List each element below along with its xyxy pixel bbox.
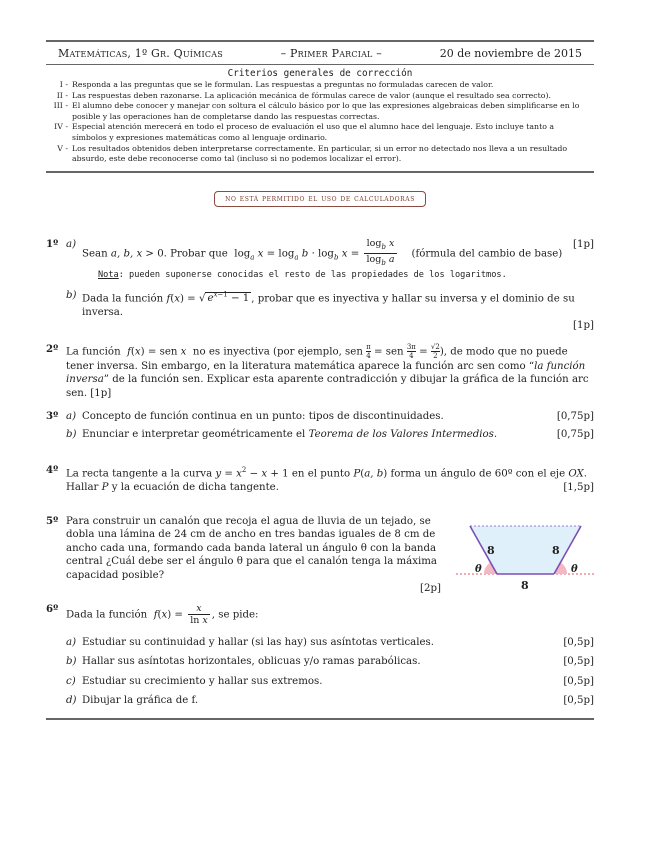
question-2 [46, 343, 594, 400]
criteria-item [46, 80, 594, 91]
question-number: 1º [46, 238, 59, 250]
question-number: 4º [46, 464, 59, 476]
item-text: Dibujar la gráfica de f. [82, 695, 199, 707]
q1b-statement: Dada la función f(x) = √ $e^{x-1} - 1$ , probar que es inyectiva y hallar su inversa y el dominio de su inversa. [1p] [82, 291, 594, 332]
question-4 [46, 464, 594, 494]
criteria-text: Responda a las preguntas que se le formulan. Las respuestas a preguntas no formuladas carecen de valor. [72, 80, 494, 89]
frac-num: x [196, 603, 202, 614]
item-label: b) [66, 290, 77, 301]
q5-statement [66, 515, 441, 595]
question-6d [66, 694, 594, 707]
item-label: d) [66, 695, 77, 707]
criteria-list [46, 80, 594, 165]
criteria-num: III - [53, 101, 68, 111]
notice-wrap [46, 186, 594, 207]
q1a-note: (fórmula del cambio de base) [411, 248, 563, 260]
q1a-statement: Sean a, b, x > 0. Probar que $\log_a x = \log_a b \cdot \log_b x$ = $\frac{\log_b x}{\log_b a}$ (fórmula del cambio de base) [82, 238, 563, 267]
q2-statement: La función f(x) = sen x no es inyectiva (por ejemplo, sen $\frac{\pi}{4}$ = sen $\frac{3\pi}{4}$ = $\frac{√2}{2}$), de modo que no puede tener inversa. Sin embargo, en la literatura matemática aparece la función arc sen como “la función inversa” de la función sen. Explicar esta aparente contradicción y dibujar la gráfica de la función arc sen. [1p] [66, 343, 589, 399]
criteria-num: II - [56, 90, 68, 100]
item-text: Enunciar e interpretar geométricamente el [82, 429, 309, 441]
item-label: c) [66, 675, 76, 687]
points: [0,5p] [563, 675, 594, 687]
criteria-text: Las respuestas deben razonarse. La aplicación mecánica de fórmulas carece de valor (aunque el resultado sea correcto). [72, 90, 552, 100]
item-label: b) [66, 656, 77, 668]
criteria-item [46, 122, 594, 143]
question-6 [46, 603, 594, 626]
item-text: Estudiar su continuidad y hallar (si las hay) sus asíntotas verticales. [82, 637, 435, 648]
item-text: Concepto de función continua en un punto: tipos de discontinuidades. [82, 411, 444, 422]
q1a-footnote [98, 269, 594, 282]
item-label: a) [66, 411, 77, 422]
question-6a [66, 636, 594, 649]
item-text-end: . [493, 429, 498, 441]
question-6b [66, 655, 594, 668]
criteria-item [46, 144, 594, 165]
points: [2p] [420, 583, 441, 595]
item-label: a) [66, 637, 77, 648]
item-text: Estudiar su crecimiento y hallar sus extremos. [82, 675, 323, 687]
points: [0,5p] [563, 695, 594, 707]
points: [0,5p] [563, 637, 594, 648]
question-3b [66, 428, 594, 441]
points: [1p] [573, 239, 594, 250]
exam-header [46, 42, 594, 64]
label-angle-left: θ [475, 564, 482, 575]
question-number: 2º [46, 343, 59, 355]
criteria-num: I - [59, 80, 68, 89]
gutter-diagram [456, 518, 601, 593]
points: [1,5p] [563, 481, 594, 493]
exam-date: 20 de noviembre de 2015 [439, 46, 582, 60]
no-calculators-notice: no está permitido el uso de calculadoras [214, 191, 426, 207]
points: [1p] [573, 320, 594, 332]
item-text: Hallar sus asíntotas horizontales, oblicuas y/o ramas parabólicas. [82, 656, 421, 668]
criteria-text: Los resultados obtenidos deben interpretarse correctamente. En particular, si un error no detectado nos lleva a un resultado absurdo, este debe reconocerse como tal (incluso si no podemos localizar el error). [72, 143, 568, 164]
criteria-num: V - [57, 143, 68, 153]
bottom-rule [46, 718, 594, 720]
course-title: Matemáticas, 1º Gr. Químicas [58, 46, 223, 60]
question-5 [46, 515, 441, 595]
points: [0,5p] [563, 656, 594, 668]
q5-text: Para construir un canalón que recoja el agua de lluvia de un tejado, se dobla una lámina de 24 cm de ancho en tres bandas iguales de 8 cm de ancho cada una, formando cada banda lateral un ángulo θ con la banda central ¿Cuál debe ser el ángulo θ para que el canalón tenga la máxima capacidad posible? [66, 516, 437, 581]
criteria-item [46, 101, 594, 122]
label-angle-right: θ [571, 564, 578, 575]
points: [0,75p] [556, 429, 594, 441]
question-1 [46, 238, 594, 282]
nota-label: Nota [98, 269, 119, 280]
question-number: 6º [46, 603, 59, 615]
question-1b [46, 289, 594, 333]
criteria-text: Especial atención merecerá en todo el proceso de evaluación el uso que el alumno hace del lenguaje. Esto incluye tanto a símbolos y expresiones matemáticas como al lenguaje ordinario. [72, 122, 555, 142]
q6-fraction: $\frac{x}{\text{ln x}}$ [190, 603, 208, 626]
exam-page [46, 40, 594, 207]
exam-title: – Primer Parcial – [280, 46, 382, 60]
question-1a [66, 238, 594, 282]
question-6-items [46, 636, 594, 708]
nota-text: : pueden suponerse conocidas el resto de las propiedades de los logaritmos. [118, 269, 507, 280]
theorem-name: Teorema de los Valores Intermedios [308, 429, 494, 441]
label-right-side: 8 [552, 544, 560, 557]
q2-italic: la función inversa [66, 361, 586, 386]
criteria-item [46, 91, 594, 102]
question-number: 3º [46, 410, 59, 422]
q4-statement: La recta tangente a la curva $y = x^2 - x + 1$ en el punto P(a, b) forma un ángulo de 60º con el eje OX. Hallar P y la ecuación de dicha tangente. [1,5p] [66, 466, 594, 493]
question-number: 5º [46, 515, 59, 527]
points: [0,75p] [556, 411, 594, 422]
q6-intro: Dada la función f(x) = $\frac{x}{\text{ln x}}$ , se pide: [66, 603, 259, 626]
label-base: 8 [521, 579, 529, 592]
question-3a [66, 410, 594, 423]
points: [1p] [90, 387, 112, 399]
criteria-num: IV - [54, 122, 68, 132]
criteria-rule [46, 171, 594, 173]
q6-intro-end: , se pide: [211, 609, 259, 621]
question-6c [66, 675, 594, 688]
criteria-title: Criterios generales de corrección [227, 68, 413, 79]
question-3 [46, 410, 594, 442]
change-of-base-fraction: $\frac{\log_b x}{\log_b a}$ [366, 238, 395, 267]
label-left-side: 8 [487, 544, 495, 557]
item-label: a) [66, 239, 77, 250]
criteria-text: El alumno debe conocer y manejar con soltura el cálculo básico por lo que las expresiones algebraicas deben simplificarse en lo posible y las operaciones han de completarse dando las respuestas correctas. [72, 101, 580, 121]
item-label: b) [66, 429, 77, 441]
header-rule [46, 64, 594, 65]
